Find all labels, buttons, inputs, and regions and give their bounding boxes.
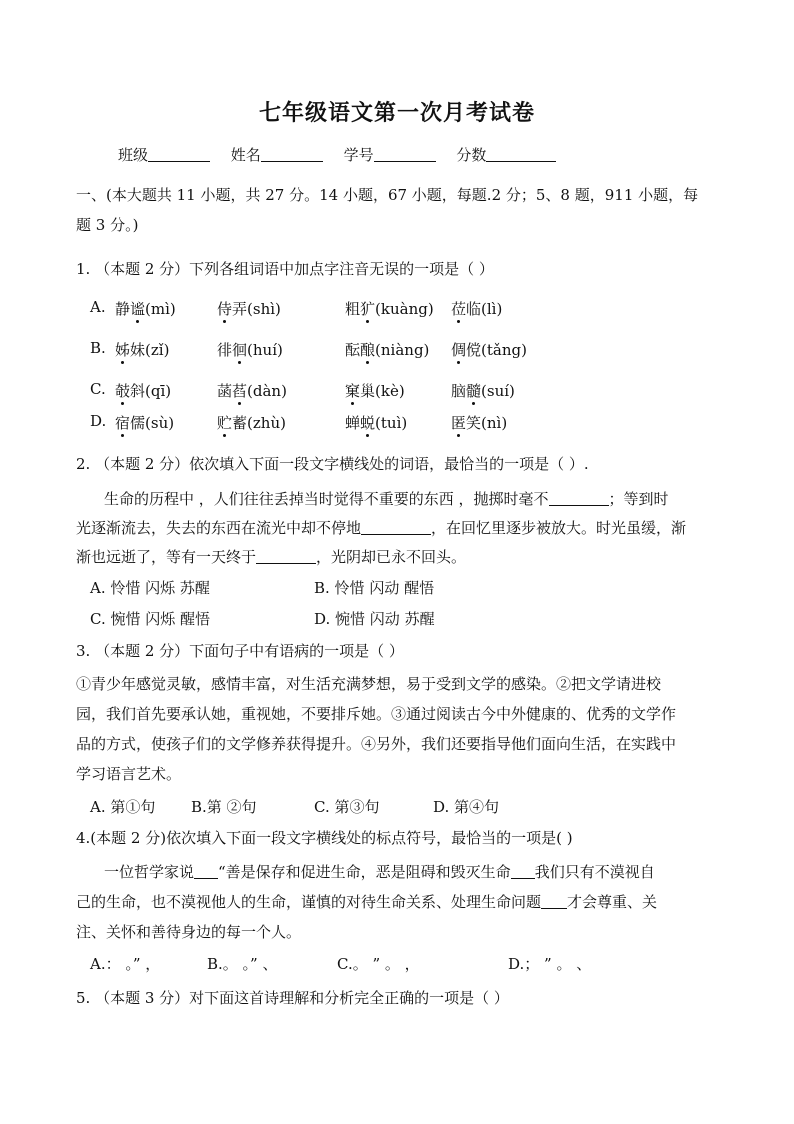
question-2-option-a[interactable]: A. 怜惜 闪烁 苏醒	[90, 579, 210, 597]
question-3-text-line4: 学习语言艺术。	[76, 765, 182, 783]
answer-blank[interactable]	[541, 893, 567, 909]
class-label: 班级	[118, 146, 149, 164]
section-instructions-line1: 一、(本大题共 11 小题，共 27 分。14 小题，67 小题，每题.2 分；5、8 题，911 小题，每	[76, 186, 699, 204]
question-2-stem: 2. （本题 2 分）依次填入下面一段文字横线处的词语，最恰当的一项是（ ）.	[76, 455, 589, 473]
question-2-option-d[interactable]: D. 惋惜 闪动 苏醒	[314, 610, 435, 628]
word-item: 贮蓄(zhù)	[217, 414, 286, 432]
word-item: 宿儒(sù)	[115, 414, 175, 432]
question-3-text-line2: 园，我们首先要承认她，重视她，不要排斥她。③通过阅读古今中外健康的、优秀的文学作	[76, 705, 677, 723]
name-label: 姓名	[230, 146, 261, 164]
answer-blank[interactable]	[256, 548, 316, 564]
name-field[interactable]	[231, 144, 323, 165]
option-letter: D.	[90, 412, 107, 430]
word-item: 脑髓(suí)	[451, 382, 515, 400]
question-3-stem: 3. （本题 2 分）下面句子中有语病的一项是（ ）	[76, 642, 404, 660]
question-3-text-line1: ①青少年感觉灵敏，感情丰富，对生活充满梦想，易于受到文学的感染。②把文学请进校	[76, 675, 662, 693]
option-letter: A.	[90, 298, 106, 316]
question-2-passage-line1: 生命的历程中 ，人们往往丢掉当时觉得不重要的东西 ，抛掷时毫不 ；等到时	[104, 490, 669, 508]
question-2-passage-line2: 光逐渐流去，失去的东西在流光中却不停地 ，在回忆里逐步被放大。时光虽缓，渐	[76, 519, 687, 537]
question-3-option-a[interactable]: A. 第①句	[90, 798, 156, 816]
question-4-passage-line1: 一位哲学家说 “善是保存和促进生命，恶是阻碍和毁灭生命 我们只有不漠视自	[104, 863, 655, 881]
question-1-stem: 1. （本题 2 分）下列各组词语中加点字注音无误的一项是（ ）	[76, 260, 494, 278]
question-4-option-b[interactable]: B.。 。” 、	[207, 955, 278, 973]
question-4-option-d[interactable]: D.； ” 。 、	[508, 955, 592, 973]
student-id-label: 学号	[343, 146, 374, 164]
student-info-row	[118, 144, 572, 165]
option-letter: C.	[90, 380, 106, 398]
word-item: 静谧(mì)	[115, 300, 176, 318]
name-blank[interactable]	[261, 146, 323, 162]
question-3-option-d[interactable]: D. 第④句	[433, 798, 500, 816]
answer-blank[interactable]	[194, 863, 218, 879]
student-id-field[interactable]	[344, 144, 436, 165]
question-4-option-c[interactable]: C.。 ” 。 ，	[337, 955, 420, 973]
word-item: 匿笑(nì)	[451, 414, 508, 432]
question-2-passage-line3: 渐也远逝了，等有一天终于 ，光阴却已永不回头。	[76, 548, 467, 566]
word-item: 徘徊(huí)	[217, 341, 283, 359]
word-item: 蝉蜕(tuì)	[345, 414, 408, 432]
question-2-option-b[interactable]: B. 怜惜 闪动 醒悟	[314, 579, 435, 597]
score-blank[interactable]	[486, 146, 556, 162]
score-field[interactable]	[456, 144, 556, 165]
question-4-passage-line3: 注、关怀和善待身边的每一个人。	[76, 923, 302, 941]
word-item: 窠巢(kè)	[345, 382, 405, 400]
student-id-blank[interactable]	[374, 146, 436, 162]
class-field[interactable]	[118, 144, 210, 165]
question-3-text-line3: 品的方式，使孩子们的文学修养获得提升。④另外，我们还要指导他们面向生活，在实践中	[76, 735, 677, 753]
section-instructions-line2: 题 3 分。)	[76, 216, 139, 234]
class-blank[interactable]	[148, 146, 210, 162]
word-item: 粗犷(kuàng)	[345, 300, 434, 318]
option-letter: B.	[90, 339, 106, 357]
word-item: 菡萏(dàn)	[217, 382, 287, 400]
answer-blank[interactable]	[549, 490, 609, 506]
exam-title: 七年级语文第一次月考试卷	[258, 101, 535, 126]
question-2-option-c[interactable]: C. 惋惜 闪烁 醒悟	[90, 610, 211, 628]
word-item: 姊妹(zǐ)	[115, 341, 170, 359]
question-5-stem: 5. （本题 3 分）对下面这首诗理解和分析完全正确的一项是（ ）	[76, 989, 509, 1007]
question-3-option-c[interactable]: C. 第③句	[314, 798, 380, 816]
score-label: 分数	[456, 146, 487, 164]
word-item: 酝酿(niàng)	[345, 341, 430, 359]
word-item: 倜傥(tǎng)	[451, 341, 527, 359]
answer-blank[interactable]	[361, 519, 431, 535]
word-item: 侍弄(shì)	[217, 300, 281, 318]
question-4-stem: 4.(本题 2 分)依次填入下面一段文字横线处的标点符号，最恰当的一项是( )	[76, 829, 573, 847]
word-item: 攲斜(qī)	[115, 382, 172, 400]
question-4-passage-line2: 己的生命，也不漠视他人的生命，谨慎的对待生命关系、处理生命问题 才会尊重、关	[76, 893, 658, 911]
answer-blank[interactable]	[511, 863, 535, 879]
question-4-option-a[interactable]: A.： 。” ，	[90, 955, 161, 973]
word-item: 莅临(lì)	[451, 300, 503, 318]
question-3-option-b[interactable]: B.第 ②句	[191, 798, 257, 816]
